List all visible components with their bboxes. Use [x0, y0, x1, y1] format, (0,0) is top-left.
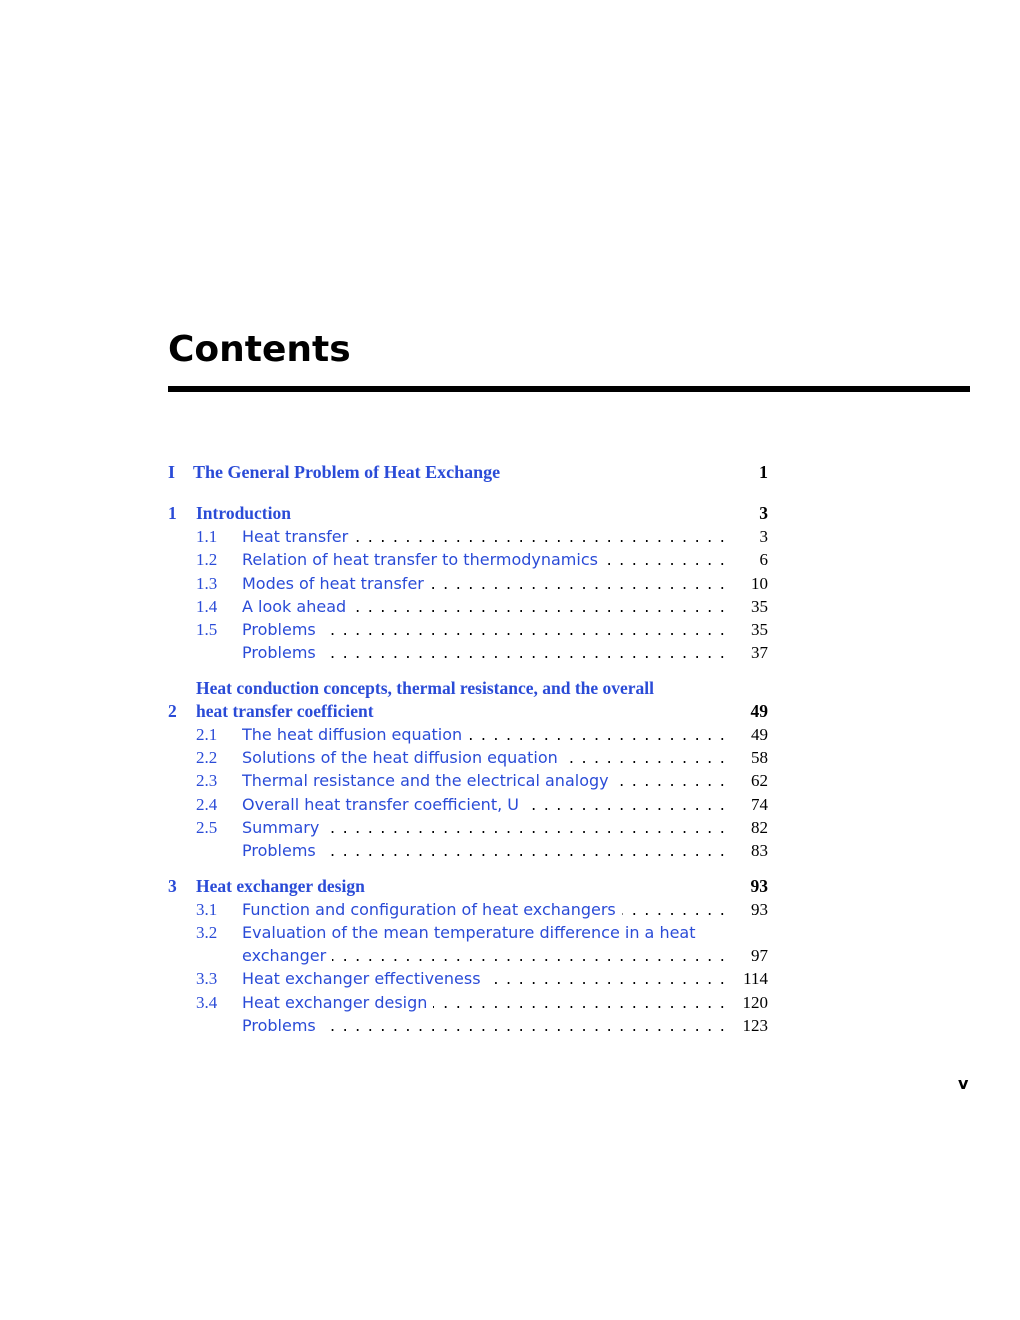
chapter-page-number: 49	[750, 700, 768, 721]
section-page-number: 35	[751, 596, 768, 616]
section-number: 1.5	[196, 620, 218, 640]
toc-section-entry[interactable]	[168, 967, 768, 990]
toc-section-entry[interactable]	[168, 991, 768, 1014]
section-leader	[242, 793, 728, 816]
section-number: 3.4	[196, 992, 218, 1012]
section-title-link[interactable]: Modes of heat transfer	[242, 574, 430, 593]
section-title-link[interactable]: Overall heat transfer coefficient, U	[242, 795, 525, 814]
section-title-line-2[interactable]: exchanger	[242, 946, 332, 965]
chapter-number: 3	[168, 875, 177, 896]
section-page-number: 49	[751, 724, 768, 744]
section-page-number: 58	[751, 748, 768, 768]
section-leader	[242, 525, 728, 548]
toc-section-entry[interactable]	[168, 525, 768, 548]
section-title-link[interactable]: Problems	[242, 643, 322, 662]
toc-chapter	[168, 502, 768, 665]
section-leader	[242, 548, 728, 571]
part-number: I	[168, 462, 176, 482]
section-page-number: 37	[751, 643, 768, 663]
toc-section-entry[interactable]	[168, 572, 768, 595]
toc-section-entry[interactable]	[168, 595, 768, 618]
section-title-link[interactable]: Problems	[242, 841, 322, 860]
section-number: 1.3	[196, 573, 218, 593]
chapter-heading[interactable]	[168, 677, 768, 723]
section-number: 2.2	[196, 748, 218, 768]
section-title-link[interactable]: Relation of heat transfer to thermodynamics	[242, 550, 604, 569]
section-page-number: 6	[759, 550, 768, 570]
chapter-page-number: 93	[750, 875, 768, 896]
section-leader	[242, 944, 728, 967]
section-number: 3.3	[196, 969, 218, 989]
section-page-number: 123	[742, 1016, 768, 1036]
section-title-link[interactable]: The heat diffusion equation	[242, 725, 468, 744]
section-leader	[242, 572, 728, 595]
section-leader	[242, 991, 728, 1014]
section-number: 3.1	[196, 899, 218, 919]
chapter-heading[interactable]	[168, 875, 768, 898]
toc-section-entry[interactable]	[168, 1014, 768, 1037]
section-number: 2.1	[196, 724, 218, 744]
section-page-number: 62	[751, 771, 768, 791]
section-number: 3.2	[196, 922, 218, 942]
chapter-title-link[interactable]: Introduction	[196, 503, 291, 523]
toc-section-entry[interactable]	[168, 723, 768, 746]
page-folio: v	[958, 1074, 969, 1093]
chapter-title-link[interactable]: Heat exchanger design	[196, 875, 365, 896]
section-leader	[242, 723, 728, 746]
section-leader	[242, 618, 728, 641]
toc-section-entry[interactable]	[168, 769, 768, 792]
section-leader	[242, 641, 728, 664]
section-page-number: 93	[751, 899, 768, 919]
section-title-link[interactable]: Heat exchanger effectiveness	[242, 969, 487, 988]
section-title-link[interactable]: Heat exchanger design	[242, 993, 433, 1012]
section-leader	[242, 816, 728, 839]
toc-section-entry[interactable]	[168, 816, 768, 839]
chapter-heading[interactable]	[168, 502, 768, 525]
toc-chapter	[168, 875, 768, 1038]
page-title: Contents	[168, 329, 351, 370]
part-page-number: 1	[759, 462, 768, 482]
section-number: 1.1	[196, 527, 218, 546]
section-title-link[interactable]: Thermal resistance and the electrical analogy	[242, 771, 615, 790]
section-page-number: 74	[751, 794, 768, 814]
section-title-link[interactable]: Problems	[242, 1016, 322, 1035]
section-title-line-1[interactable]: Evaluation of the mean temperature difference in a heat	[242, 922, 696, 942]
section-title-link[interactable]: Problems	[242, 620, 322, 639]
section-page-number: 35	[751, 620, 768, 640]
toc-section-entry[interactable]	[168, 548, 768, 571]
toc-section-entry[interactable]	[168, 793, 768, 816]
chapter-title-line-1: Heat conduction concepts, thermal resistance, and the overall	[196, 677, 655, 698]
chapter-number: 2	[168, 700, 177, 721]
toc-chapter	[168, 677, 768, 863]
section-leader	[242, 898, 728, 921]
section-leader	[242, 595, 728, 618]
chapter-title-line-2: heat transfer coefficient	[196, 700, 374, 721]
section-page-number: 97	[751, 946, 768, 966]
section-number: 2.3	[196, 771, 218, 791]
section-page-number: 114	[743, 969, 768, 989]
toc-part-entry[interactable]	[168, 462, 768, 490]
section-title-link[interactable]: Summary	[242, 818, 325, 837]
section-title-link[interactable]: A look ahead	[242, 597, 352, 616]
section-leader	[242, 839, 728, 862]
section-title-link[interactable]: Heat transfer	[242, 527, 354, 546]
section-page-number: 120	[742, 992, 768, 1012]
toc-section-entry[interactable]	[168, 618, 768, 641]
chapter-page-number: 3	[759, 503, 768, 523]
chapter-number: 1	[168, 503, 177, 523]
section-number: 1.4	[196, 596, 218, 616]
section-page-number: 82	[751, 817, 768, 837]
toc-section-entry[interactable]	[168, 641, 768, 664]
section-number: 2.4	[196, 794, 218, 814]
table-of-contents	[168, 462, 768, 1037]
section-page-number: 3	[759, 527, 768, 546]
section-page-number: 83	[751, 841, 768, 861]
section-title-link[interactable]: Function and configuration of heat exchangers	[242, 900, 622, 919]
chapter-title-link[interactable]	[196, 677, 718, 723]
section-title-link[interactable]: Solutions of the heat diffusion equation	[242, 748, 564, 767]
section-leader	[242, 769, 728, 792]
title-rule	[168, 386, 970, 392]
section-number: 2.5	[196, 817, 218, 837]
section-page-number: 10	[751, 573, 768, 593]
section-leader	[242, 1014, 728, 1037]
toc-section-entry	[168, 921, 768, 944]
toc-section-entry[interactable]	[168, 746, 768, 769]
toc-section-entry[interactable]	[168, 898, 768, 921]
section-number: 1.2	[196, 550, 218, 570]
part-title-link[interactable]: The General Problem of Heat Exchange	[193, 462, 501, 482]
toc-section-entry[interactable]	[168, 944, 768, 967]
section-leader	[242, 746, 728, 769]
toc-section-entry[interactable]	[168, 839, 768, 862]
section-leader	[242, 967, 728, 990]
